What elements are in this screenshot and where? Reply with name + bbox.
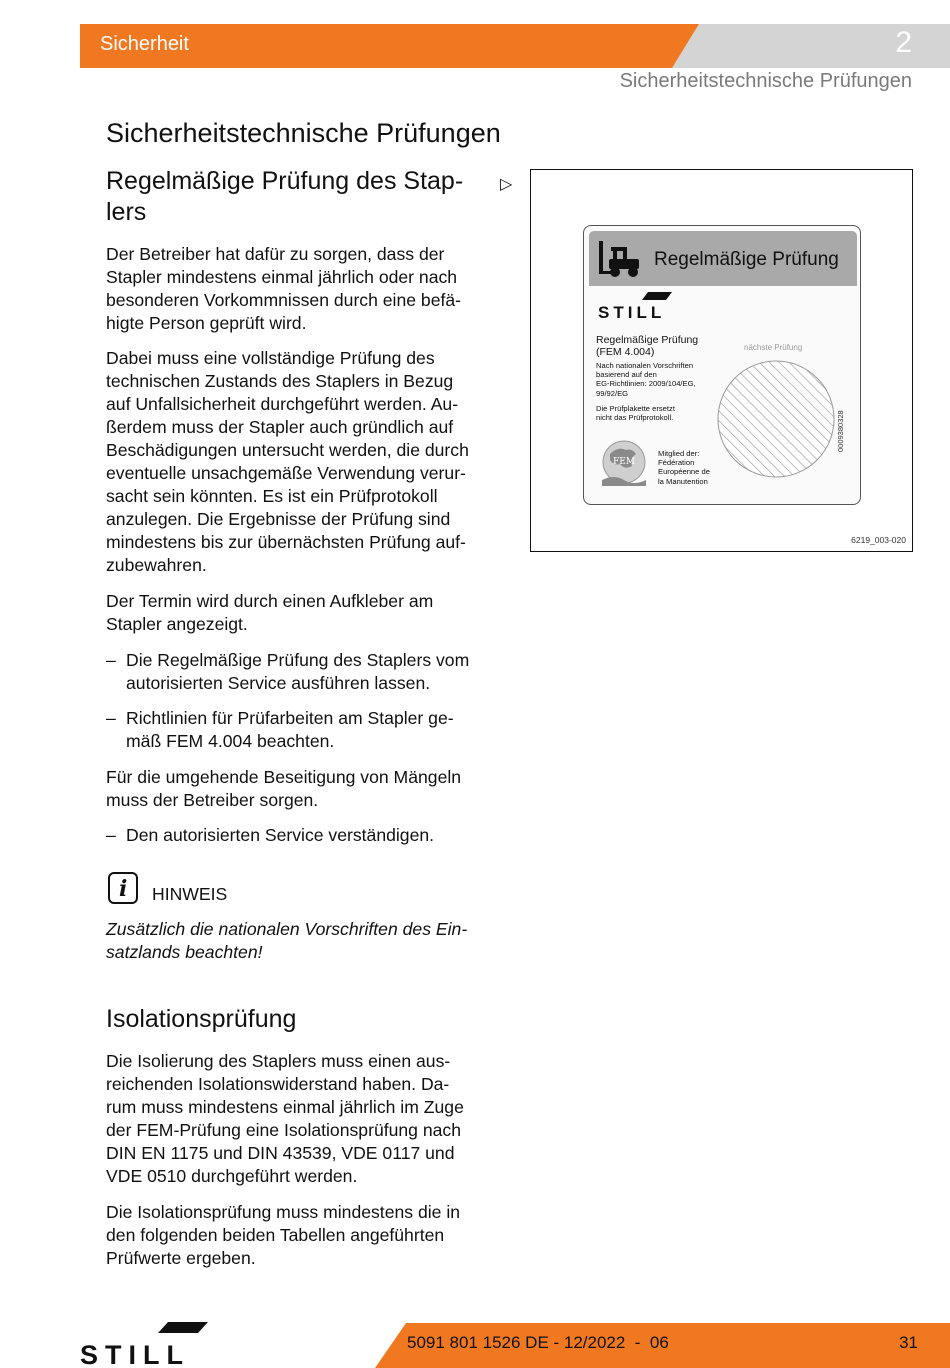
text-line: den folgenden beiden Tabellen angeführten [106, 1225, 445, 1245]
heading-line: lers [106, 198, 147, 226]
text-line: besonderen Vorkommnissen durch eine befä- [106, 290, 462, 310]
text-line: nicht das Prüfprotokoll. [596, 413, 674, 423]
info-icon [108, 872, 138, 904]
dash-bullet: – [106, 650, 116, 670]
dash-bullet: – [106, 825, 116, 845]
text-line: zubewahren. [106, 555, 207, 575]
paragraph [106, 243, 498, 335]
text-line: Nach nationalen Vorschriften [596, 361, 694, 370]
text-line: Der Betreiber hat dafür zu sorgen, dass der [106, 244, 445, 264]
text-line: Zusätzlich die nationalen Vorschriften des Ein- [106, 919, 468, 939]
inspection-sticker-figure [530, 169, 913, 552]
header-chapter-number: 2 [895, 26, 912, 59]
text-line: Den autorisierten Service verständigen. [126, 825, 435, 845]
sticker-member [658, 449, 710, 486]
still-logo [596, 292, 686, 320]
footer-document-number: 5091 801 1526 DE - 12/2022 - 06 [407, 1333, 669, 1352]
text-line: higte Person geprüft wird. [106, 313, 307, 333]
header-subtitle: Sicherheitstechnische Prüfungen [619, 70, 912, 92]
text-line: Stapler angezeigt. [106, 614, 248, 634]
inspection-sticker [583, 225, 861, 505]
figure-pointer-icon: ▷ [500, 176, 513, 193]
next-check-circle [716, 359, 836, 479]
text-line: Die Isolierung des Staplers muss einen aus- [106, 1051, 451, 1071]
sticker-title-band [589, 231, 857, 286]
info-glyph: i [119, 876, 128, 902]
text-line: muss der Betreiber sorgen. [106, 790, 319, 810]
sticker-label [596, 334, 698, 358]
text-line: reichenden Isolationswiderstand haben. Da- [106, 1074, 450, 1094]
text-line: Dabei muss eine vollständige Prüfung des [106, 348, 435, 368]
text-line: der FEM-Prüfung eine Isolationsprüfung nach [106, 1120, 462, 1140]
text-line: eventuelle unsachgemäße Verwendung verur- [106, 463, 466, 483]
sticker-serial-number: 0009380328 [836, 410, 845, 452]
text-line: autorisierten Service ausführen lassen. [126, 673, 431, 693]
list-item [106, 824, 498, 847]
paragraph [106, 1050, 498, 1188]
text-line: rum muss mindestens einmal jährlich im Zuge [106, 1097, 464, 1117]
paragraph [106, 347, 498, 577]
text-line: EG-Richtlinien: 2009/104/EG, [596, 379, 696, 389]
note-text [106, 918, 498, 964]
text-line: la Manutention [658, 476, 708, 486]
page-title: Sicherheitstechnische Prüfungen [106, 118, 501, 148]
text-line: Européenne de [658, 467, 710, 477]
page-number: 31 [899, 1333, 918, 1352]
text-line: (FEM 4.004) [596, 346, 655, 358]
next-check-label: nächste Prüfung [744, 343, 803, 352]
text-line: Beschädigungen untersucht werden, die durch [106, 440, 469, 460]
still-footer-logo [80, 1322, 240, 1366]
text-line: Der Termin wird durch einen Aufkleber am [106, 591, 434, 611]
list-item [106, 649, 498, 695]
text-line: basierend auf den [596, 370, 657, 380]
text-line: Mitglied der: [658, 449, 700, 458]
text-line: Stapler mindestens einmal jährlich oder nach [106, 267, 458, 287]
text-line: DIN EN 1175 und DIN 43539, VDE 0117 und [106, 1143, 455, 1163]
text-line: ßerdem muss der Stapler auch gründlich auf [106, 417, 454, 437]
text-line: mäß FEM 4.004 beachten. [126, 731, 335, 751]
paragraph [106, 1201, 498, 1270]
sticker-title: Regelmäßige Prüfung [654, 249, 839, 270]
text-line: 99/92/EG [596, 388, 629, 398]
text-line: Die Prüfplakette ersetzt [596, 404, 675, 413]
text-line: Die Regelmäßige Prüfung des Staplers vom [126, 650, 470, 670]
text-line: satzlands beachten! [106, 942, 263, 962]
text-line: Richtlinien für Prüfarbeiten am Stapler ge- [126, 708, 454, 728]
text-line: Für die umgehende Beseitigung von Mängeln [106, 767, 462, 787]
dash-bullet: – [106, 708, 116, 728]
fem-logo-text: FEM [612, 457, 636, 467]
header-section-title: Sicherheit [100, 33, 189, 55]
section-heading-inspection [106, 166, 498, 228]
footer-logo-text: STILL [80, 1340, 190, 1366]
paragraph [106, 766, 498, 812]
heading-line: Regelmäßige Prüfung des Stap- [106, 167, 464, 195]
fem-globe-logo [596, 436, 652, 492]
text-line: mindestens bis zur übernächsten Prüfung auf- [106, 532, 466, 552]
still-logo-text: STILL [598, 303, 666, 320]
text-line: anzulegen. Die Ergebnisse der Prüfung sind [106, 509, 451, 529]
section-heading-insulation: Isolationsprüfung [106, 1005, 297, 1033]
list-item [106, 707, 498, 753]
note-title: HINWEIS [152, 884, 228, 904]
text-line: Regelmäßige Prüfung [596, 334, 699, 346]
text-line: technischen Zustands des Staplers in Bezug [106, 371, 454, 391]
text-line: VDE 0510 durchgeführt werden. [106, 1166, 358, 1186]
figure-reference: 6219_003-020 [851, 535, 906, 545]
forklift-icon [597, 239, 647, 279]
text-line: sacht sein könnten. Es ist ein Prüfprotokoll [106, 486, 438, 506]
text-line: Prüfwerte ergeben. [106, 1248, 256, 1268]
sticker-regulations [596, 361, 696, 398]
text-line: auf Unfallsicherheit durchgeführt werden. Au- [106, 394, 459, 414]
text-line: Fédération [658, 458, 695, 468]
sticker-disclaimer [596, 404, 675, 422]
paragraph [106, 590, 498, 636]
text-line: Die Isolationsprüfung muss mindestens die in [106, 1202, 461, 1222]
